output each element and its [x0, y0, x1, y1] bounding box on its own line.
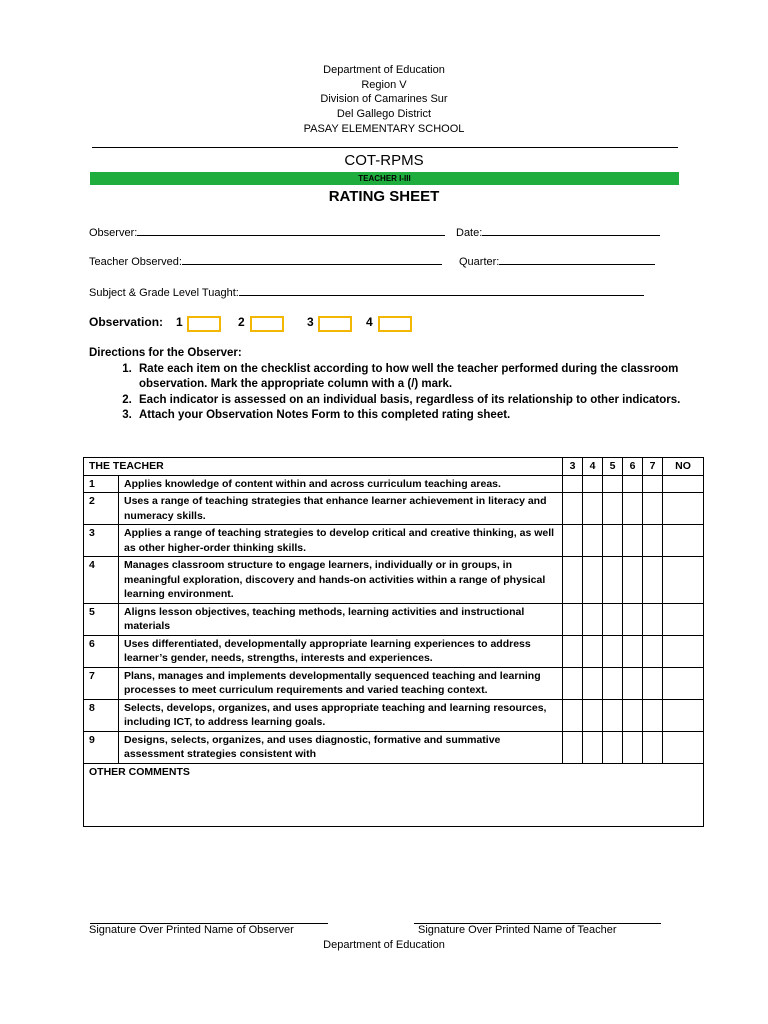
- score-cell[interactable]: [583, 635, 603, 667]
- table-header-row: [84, 458, 704, 476]
- score-cell[interactable]: [623, 731, 643, 763]
- score-cell[interactable]: [643, 635, 663, 667]
- date-label: Date:: [456, 227, 483, 239]
- score-cell[interactable]: [563, 493, 583, 525]
- score-cell[interactable]: [603, 525, 623, 557]
- indicator-number: 1: [84, 475, 119, 493]
- score-cell[interactable]: [643, 557, 663, 604]
- table-row: [84, 635, 704, 667]
- score-cell[interactable]: [563, 635, 583, 667]
- table-row: [84, 667, 704, 699]
- teacher-observed-field[interactable]: [89, 254, 442, 268]
- score-cell[interactable]: [603, 557, 623, 604]
- indicator-text: Plans, manages and implements developmentally sequenced teaching and learning processes to meet curriculum requirements and varied teaching context.: [119, 667, 563, 699]
- observer-signature-label: Signature Over Printed Name of Observer: [89, 924, 294, 936]
- score-cell[interactable]: [663, 731, 704, 763]
- table-row: [84, 699, 704, 731]
- score-cell[interactable]: [583, 525, 603, 557]
- indicator-text: Selects, develops, organizes, and uses appropriate teaching and learning resources, including ICT, to address learning goals.: [119, 699, 563, 731]
- indicator-number: 9: [84, 731, 119, 763]
- table-row: [84, 475, 704, 493]
- table-row: [84, 525, 704, 557]
- score-cell[interactable]: [583, 731, 603, 763]
- observation-label: Observation:: [89, 315, 164, 329]
- indicator-text: Manages classroom structure to engage learners, individually or in groups, in meaningful exploration, discovery and hands-on activities within a range of physical learning environment.: [119, 557, 563, 604]
- direction-item: 1. Rate each item on the checklist according to how well the teacher performed during the classroom observation. Mark the appropriate column with a (/) mark.: [135, 362, 689, 393]
- table-row: [84, 731, 704, 763]
- score-cell[interactable]: [643, 493, 663, 525]
- score-cell[interactable]: [563, 603, 583, 635]
- teacher-observed-label: Teacher Observed:: [89, 256, 182, 268]
- table-row: [84, 557, 704, 604]
- score-cell[interactable]: [563, 699, 583, 731]
- score-header-7: 7: [643, 458, 663, 476]
- score-cell[interactable]: [563, 731, 583, 763]
- directions-heading: Directions for the Observer:: [89, 347, 242, 359]
- score-cell[interactable]: [603, 603, 623, 635]
- score-cell[interactable]: [623, 699, 643, 731]
- score-cell[interactable]: [643, 731, 663, 763]
- score-cell[interactable]: [643, 699, 663, 731]
- teacher-signature-label: Signature Over Printed Name of Teacher: [418, 924, 617, 936]
- rating-table: [83, 457, 704, 827]
- indicator-text: Uses a range of teaching strategies that enhance learner achievement in literacy and numeracy skills.: [119, 493, 563, 525]
- score-cell[interactable]: [623, 557, 643, 604]
- header-line-1: Department of Education: [323, 64, 445, 76]
- score-cell[interactable]: [663, 525, 704, 557]
- indicator-text: Applies a range of teaching strategies to develop critical and creative thinking, as well as other higher-order thinking skills.: [119, 525, 563, 557]
- table-row: [84, 493, 704, 525]
- directions: [89, 346, 689, 424]
- indicator-number: 5: [84, 603, 119, 635]
- score-cell[interactable]: [583, 667, 603, 699]
- quarter-label: Quarter:: [459, 256, 500, 268]
- other-comments-box[interactable]: [84, 763, 704, 826]
- subject-grade-field[interactable]: [89, 285, 644, 299]
- score-cell[interactable]: [643, 475, 663, 493]
- score-cell[interactable]: [603, 635, 623, 667]
- direction-item: 3. Attach your Observation Notes Form to this completed rating sheet.: [135, 408, 689, 424]
- footer-department: Department of Education: [323, 939, 445, 951]
- score-cell[interactable]: [603, 475, 623, 493]
- observation-checkbox-3[interactable]: [318, 316, 352, 332]
- score-cell[interactable]: [623, 667, 643, 699]
- indicator-text: Applies knowledge of content within and across curriculum teaching areas.: [119, 475, 563, 493]
- score-cell[interactable]: [663, 493, 704, 525]
- score-cell[interactable]: [663, 603, 704, 635]
- comments-row: [84, 763, 704, 826]
- indicator-number: 4: [84, 557, 119, 604]
- observer-label: Observer:: [89, 227, 138, 239]
- observation-option-1-label: 1: [176, 315, 183, 329]
- score-cell[interactable]: [643, 525, 663, 557]
- score-cell[interactable]: [623, 493, 643, 525]
- score-cell[interactable]: [663, 699, 704, 731]
- score-cell[interactable]: [663, 667, 704, 699]
- the-teacher-header: THE TEACHER: [84, 458, 563, 476]
- date-field[interactable]: [456, 225, 660, 239]
- direction-item: 2. Each indicator is assessed on an individual basis, regardless of its relationship to other indicators.: [135, 393, 689, 409]
- indicator-number: 3: [84, 525, 119, 557]
- observation-checkbox-1[interactable]: [187, 316, 221, 332]
- observation-checkbox-4[interactable]: [378, 316, 412, 332]
- teacher-level-band: TEACHER I-III: [90, 172, 679, 185]
- score-cell[interactable]: [583, 603, 603, 635]
- header-line-3: Division of Camarines Sur: [320, 93, 448, 105]
- header-line-2: Region V: [361, 79, 407, 91]
- score-cell[interactable]: [623, 603, 643, 635]
- score-cell[interactable]: [643, 667, 663, 699]
- header-line-5: PASAY ELEMENTARY SCHOOL: [303, 123, 465, 135]
- score-cell[interactable]: [663, 475, 704, 493]
- score-header-6: 6: [623, 458, 643, 476]
- rating-sheet-title: RATING SHEET: [328, 188, 440, 205]
- quarter-field[interactable]: [459, 254, 655, 268]
- form-title: COT-RPMS: [344, 152, 424, 169]
- observation-option-3-label: 3: [307, 315, 314, 329]
- score-cell[interactable]: [583, 475, 603, 493]
- score-cell[interactable]: [623, 475, 643, 493]
- score-cell[interactable]: [583, 557, 603, 604]
- observer-field[interactable]: [89, 225, 445, 239]
- score-cell[interactable]: [563, 667, 583, 699]
- indicator-text: Uses differentiated, developmentally appropriate learning experiences to address learner’s gender, needs, strengths, interests and experiences.: [119, 635, 563, 667]
- score-cell[interactable]: [663, 635, 704, 667]
- indicator-number: 6: [84, 635, 119, 667]
- other-comments-label: OTHER COMMENTS: [89, 765, 190, 778]
- score-cell[interactable]: [663, 557, 704, 604]
- score-cell[interactable]: [603, 667, 623, 699]
- score-header-no: NO: [663, 458, 704, 476]
- header-line-4: Del Gallego District: [336, 108, 432, 120]
- indicator-text: Aligns lesson objectives, teaching methods, learning activities and instructional materials: [119, 603, 563, 635]
- score-cell[interactable]: [603, 731, 623, 763]
- score-cell[interactable]: [563, 525, 583, 557]
- directions-list: [89, 362, 689, 424]
- score-cell[interactable]: [583, 493, 603, 525]
- indicator-number: 8: [84, 699, 119, 731]
- subject-grade-label: Subject & Grade Level Tuaght:: [89, 287, 239, 299]
- score-header-5: 5: [603, 458, 623, 476]
- score-cell[interactable]: [603, 493, 623, 525]
- score-cell[interactable]: [563, 475, 583, 493]
- score-cell[interactable]: [583, 699, 603, 731]
- table-row: [84, 603, 704, 635]
- indicator-number: 2: [84, 493, 119, 525]
- score-cell[interactable]: [623, 635, 643, 667]
- score-cell[interactable]: [603, 699, 623, 731]
- indicator-text: Designs, selects, organizes, and uses diagnostic, formative and summative assessment strategies consistent with: [119, 731, 563, 763]
- indicator-number: 7: [84, 667, 119, 699]
- score-cell[interactable]: [623, 525, 643, 557]
- observation-checkbox-2[interactable]: [250, 316, 284, 332]
- score-header-3: 3: [563, 458, 583, 476]
- header-divider: [92, 147, 678, 148]
- score-header-4: 4: [583, 458, 603, 476]
- observation-option-2-label: 2: [238, 315, 245, 329]
- observation-option-4-label: 4: [366, 315, 373, 329]
- score-cell[interactable]: [563, 557, 583, 604]
- score-cell[interactable]: [643, 603, 663, 635]
